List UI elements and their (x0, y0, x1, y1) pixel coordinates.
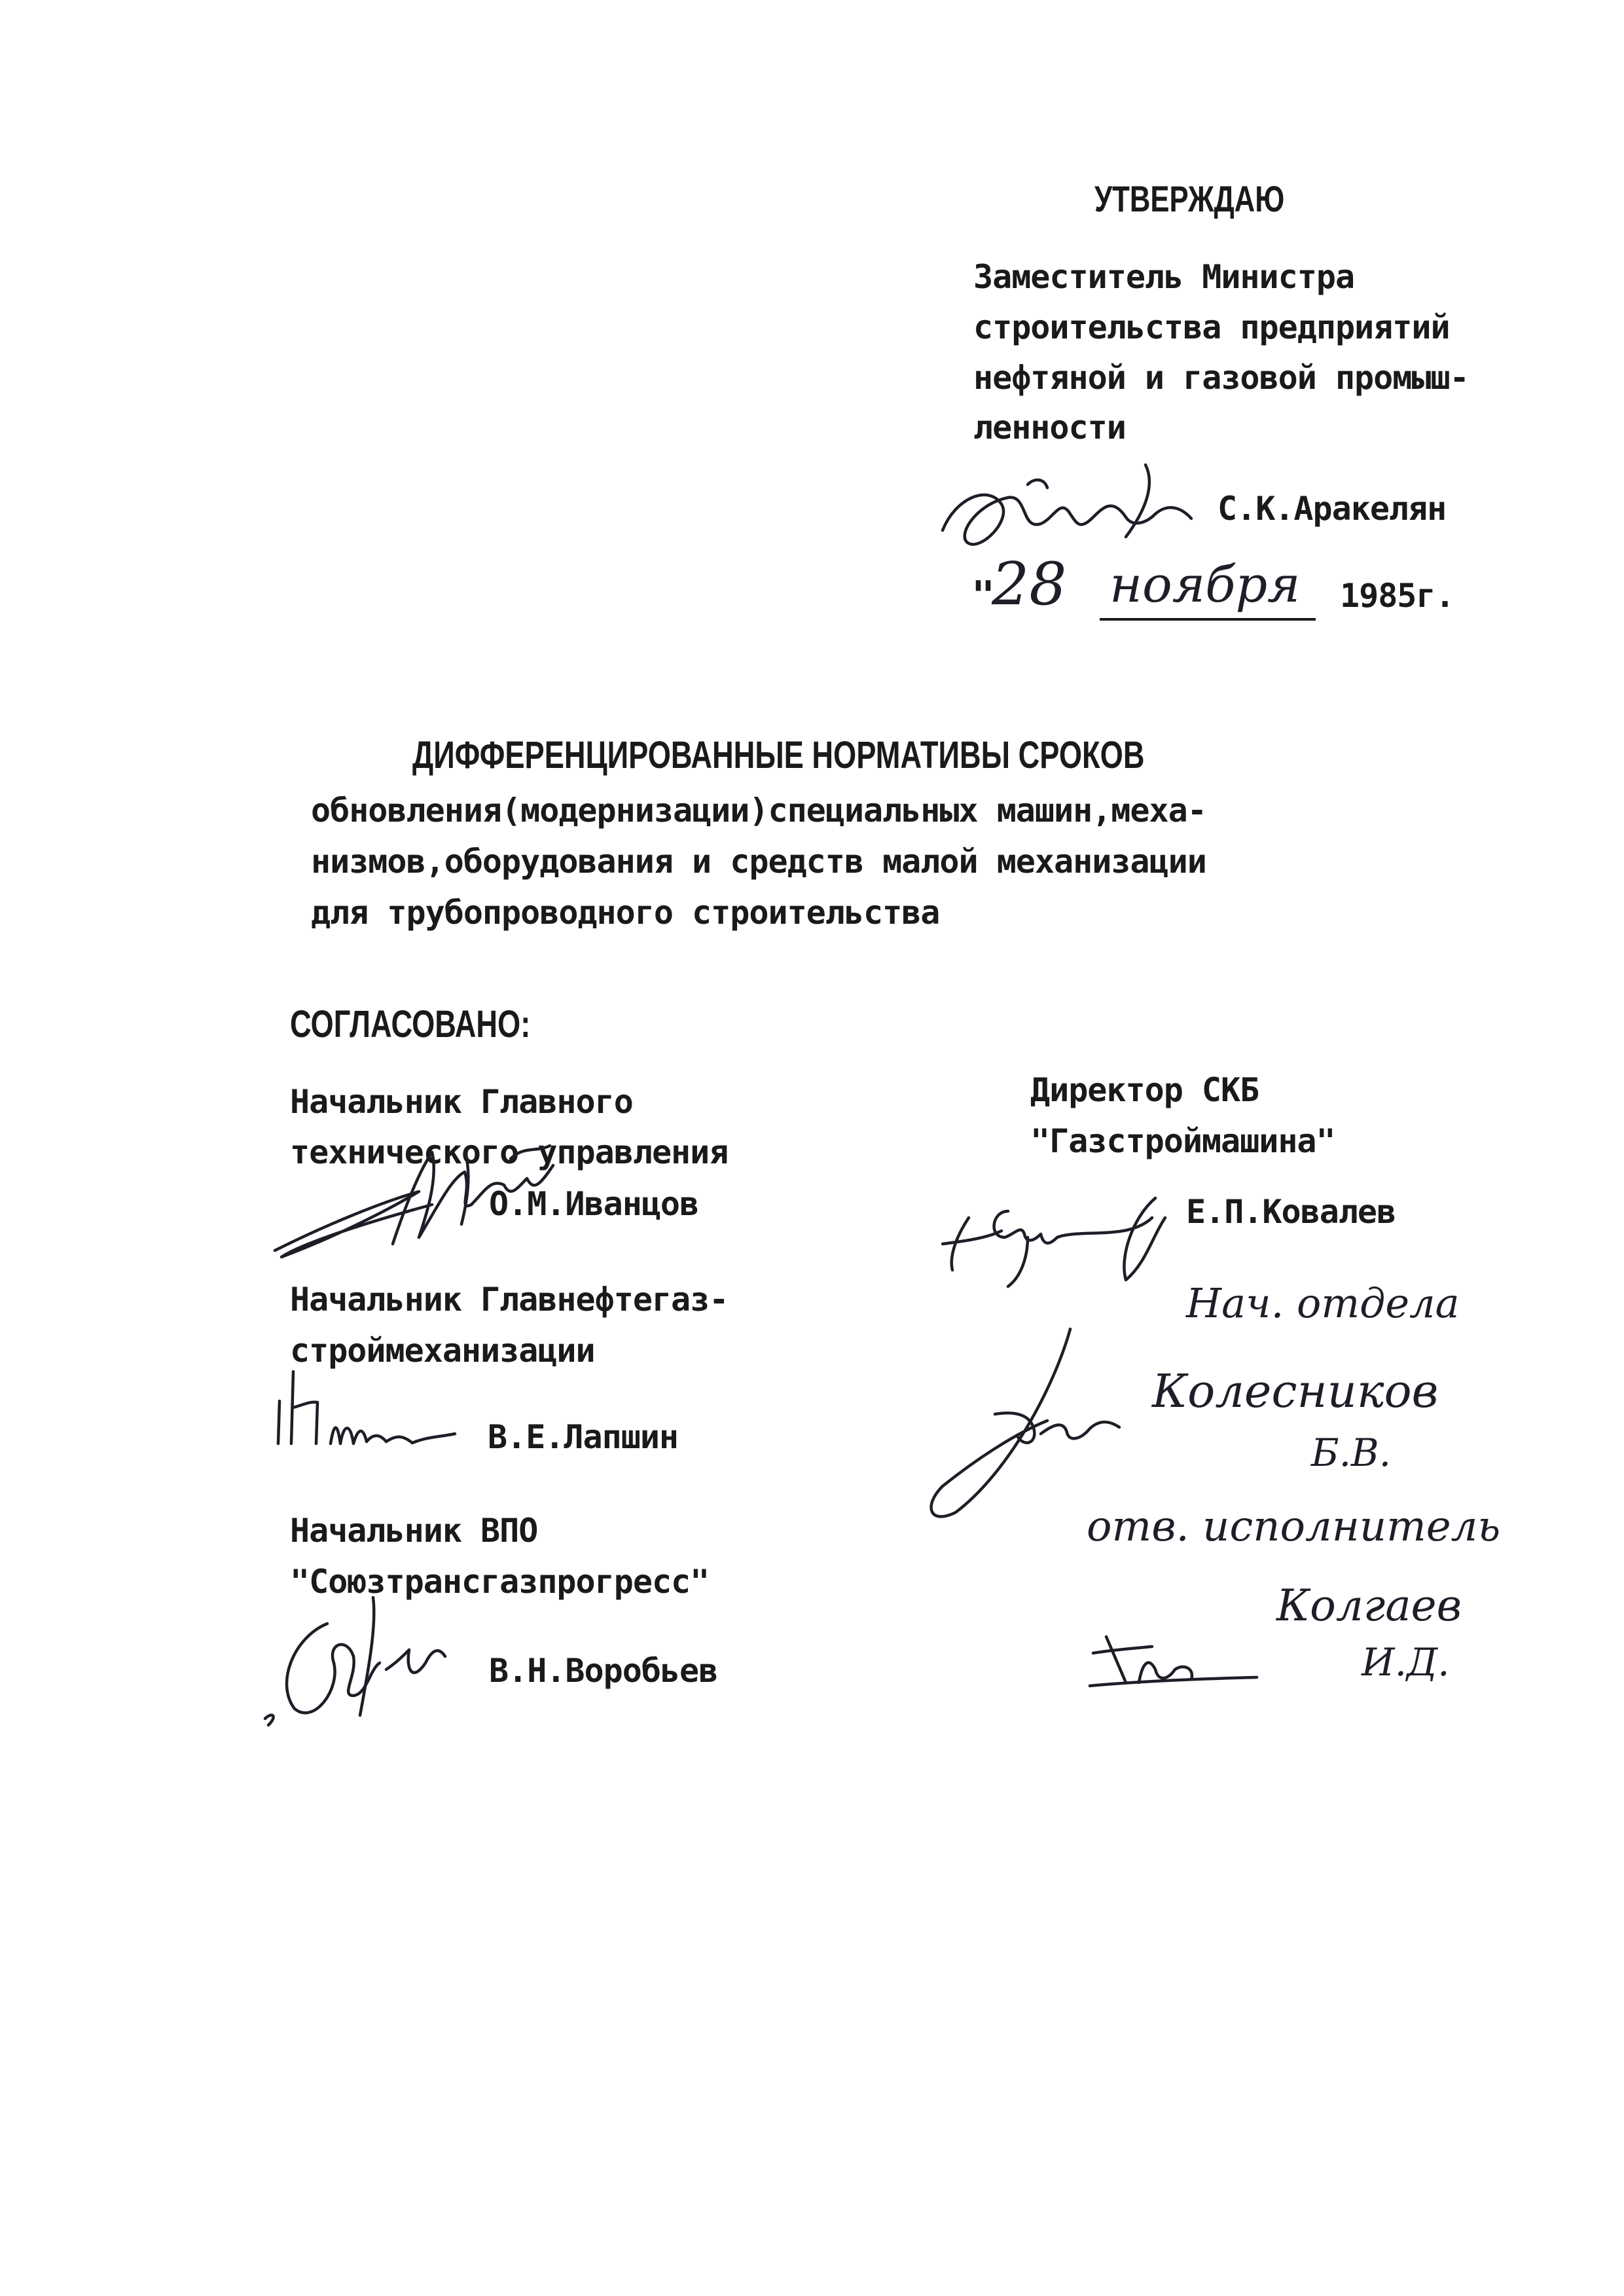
signatory-position-line: Директор СКБ (1030, 1071, 1259, 1109)
document-title: ДИФФЕРЕНЦИРОВАННЫЕ НОРМАТИВЫ СРОКОВ (412, 734, 1145, 776)
handwritten-note: Колгаев (1276, 1580, 1462, 1631)
handwritten-note: Б.В. (1311, 1430, 1392, 1475)
signatory-position-line: Начальник Главного (290, 1083, 633, 1121)
handwritten-signature (1087, 1617, 1283, 1696)
title-line: для трубопроводного строительства (311, 894, 940, 932)
handwritten-note: отв. исполнитель (1087, 1503, 1501, 1551)
title-line: низмов,оборудования и средств малой механизации (311, 843, 1206, 881)
signatory-position-line: Начальник ВПО (290, 1512, 538, 1550)
signatory-position-line: "Союзтрансгазпрогресс" (290, 1563, 710, 1601)
approval-signatory: С.К.Аракелян (1218, 490, 1447, 528)
signatory-name: В.Е.Лапшин (488, 1418, 679, 1456)
signatory-name: В.Н.Воробьев (489, 1652, 718, 1690)
signatory-position-line: "Газстроймашина" (1030, 1122, 1335, 1160)
signatory-position-line: технического управления (290, 1133, 729, 1171)
signatory-position-line: Начальник Главнефтегаз- (290, 1281, 729, 1319)
approval-position-line: нефтяной и газовой промыш- (973, 359, 1469, 397)
signatory-signature (929, 1172, 1231, 1290)
agreed-heading: СОГЛАСОВАНО: (290, 1003, 531, 1046)
handwritten-note: Колесников (1152, 1364, 1439, 1418)
approval-position-line: строительства предприятий (973, 308, 1450, 346)
approval-signature (929, 458, 1231, 570)
approval-position-line: Заместитель Министра (973, 258, 1355, 296)
signatory-signature (272, 1362, 494, 1453)
signatory-name: О.М.Иванцов (489, 1185, 699, 1223)
handwritten-signature (916, 1316, 1139, 1532)
date-year: 1985г. (1340, 577, 1454, 615)
signatory-position-line: строймеханизации (290, 1332, 595, 1370)
handwritten-note: Нач. отдела (1186, 1279, 1460, 1327)
approval-heading: УТВЕРЖДАЮ (1094, 178, 1285, 219)
date-underline (1100, 618, 1316, 621)
date-quote: " (971, 573, 995, 619)
signatory-name: Е.П.Ковалев (1186, 1193, 1396, 1231)
signatory-signature (255, 1584, 491, 1728)
date-month: ноября (1110, 555, 1301, 613)
date-day: 28 (992, 550, 1067, 619)
approval-position-line: ленности (973, 409, 1126, 446)
title-line: обновления(модернизации)специальных машин,меха- (311, 792, 1206, 829)
handwritten-note: И.Д. (1362, 1640, 1450, 1685)
